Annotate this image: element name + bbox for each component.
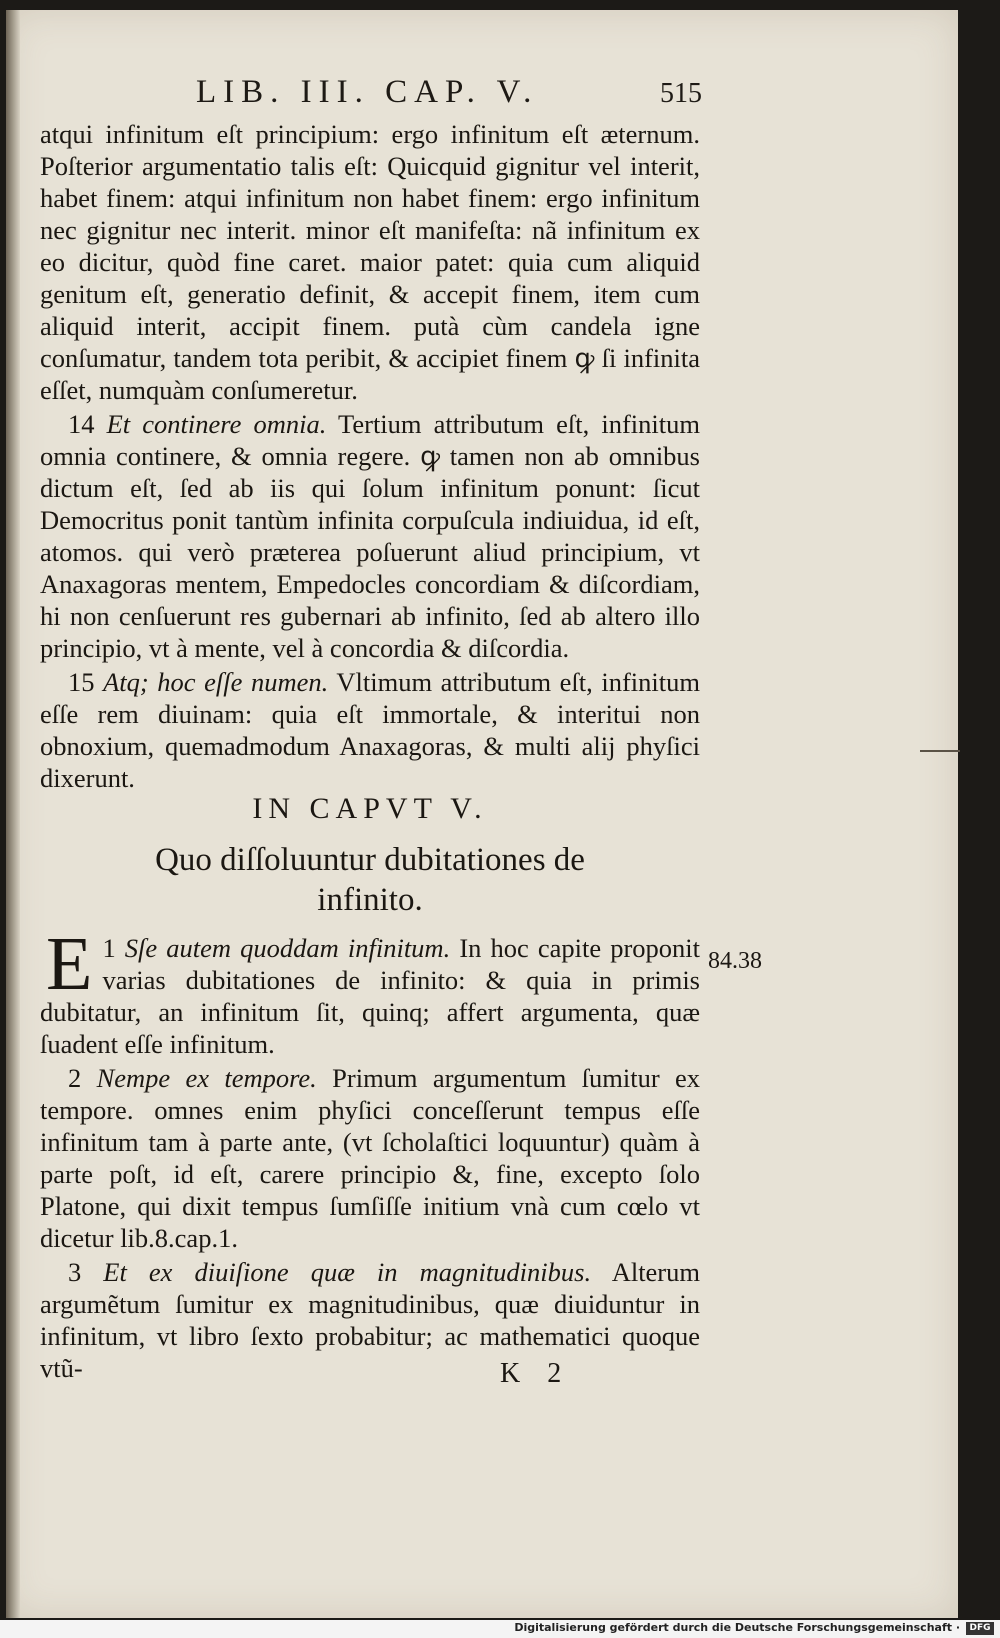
paragraph-3: [40, 1256, 700, 1384]
lemma: Et continere omnia.: [106, 409, 327, 439]
section-heading: IN CAPVT V.: [252, 792, 488, 825]
paragraph-text: Primum argumentum ſumitur ex tempore. omnes enim phyſici conceſſerunt tempus eſſe infinitum tam à parte ante, (vt ſcholaſtici loquuntur) quàm à parte poſt, id eſt, carere principio &, fine, excepto ſolo Platone, qui dixit tempus ſumſiſſe initium vnà cum cœlo vt dicetur lib.8.cap.1.: [40, 1063, 700, 1253]
paragraph-number: 15: [68, 667, 95, 697]
dfg-logo: DFG: [966, 1622, 994, 1635]
section-subheading: Quo diſſoluuntur dubitationes de infinito.: [155, 842, 585, 918]
margin-ink-mark: [920, 750, 960, 752]
lemma: Atq; hoc eſſe numen.: [103, 667, 329, 697]
paragraph-text: In hoc capite proponit varias dubitationes de infinito: & quia in primis dubitatur, an infinitum ſit, quinq; affert argumenta, quæ ſuadent eſſe infinitum.: [40, 933, 701, 1059]
paragraph-number: 14: [68, 409, 95, 439]
footer-bar: [0, 1620, 1000, 1638]
page-gutter-shadow: [6, 10, 20, 1618]
text-block-commentary: [40, 118, 700, 794]
lemma: Sſe autem quoddam infinitum.: [124, 933, 451, 963]
running-header: LIB. III. CAP. V.: [196, 74, 539, 110]
paragraph-text: Vltimum attributum eſt, infinitum eſſe rem diuinam: quia eſt immortale, & interitui non obnoxium, quemadmodum Anaxagoras, & multi alij phyſici dixerunt.: [40, 667, 700, 793]
paragraph-1: [40, 922, 701, 1060]
lemma: Nempe ex tempore.: [96, 1063, 317, 1093]
page-number: 515: [660, 78, 702, 109]
drop-capital: E: [46, 922, 93, 1006]
paragraph-text: Alterum argumẽtum ſumitur ex magnitudinibus, quæ diuiduntur in infinitum, vt libro ſexto probabitur; ac mathematici quoque vtũ-: [40, 1257, 700, 1383]
paragraph-continuation: atqui infinitum eſt principium: ergo infinitum eſt æternum. Poſterior argumentatio talis eſt: Quicquid gignitur vel interit, habet finem: atqui infinitum non habet finem: ergo infinitum nec gignitur nec interit. minor eſt manifeſta: nã infinitum ex eo dicitur, quòd fine caret. maior patet: quia cum aliquid genitum eſt, generatio definit, & accepit finem, item cum aliquid interit, accipit finem. putà cùm candela igne conſumatur, tandem tota peribit, & accipiet finem ꝙ ſi infinita eſſet, numquàm conſumeretur.: [40, 119, 700, 405]
signature-mark: K 2: [500, 1358, 572, 1389]
marginal-reference: 84.38: [708, 948, 762, 974]
paragraph-number: 1: [102, 933, 116, 963]
paragraph-number: 2: [68, 1063, 82, 1093]
paragraph-number: 3: [68, 1257, 82, 1287]
paragraph-14: [40, 408, 700, 664]
paragraph-2: [40, 1062, 700, 1254]
lemma: Et ex diuiſione quæ in magnitudinibus.: [103, 1257, 592, 1287]
paragraph-15: [40, 666, 700, 794]
text-block-chapter: [40, 922, 701, 1384]
footer-credit: Digitalisierung gefördert durch die Deutsche Forschungsgemeinschaft ·: [514, 1621, 960, 1634]
paragraph-text: Tertium attributum eſt, infinitum omnia continere, & omnia regere. ꝙ tamen non ab omnibus dictum eſt, ſed ab iis qui ſolum infinitum ponunt: ſicut Democritus ponit tantùm infinita corpuſcula indiuidua, id eſt, atomos. qui verò præterea poſuerunt aliud principium, vt Anaxagoras mentem, Empedocles concordiam & diſcordiam, hi non cenſuerunt res gubernari ab infinito, ſed ab altero illo principio, vt à mente, vel à concordia & diſcordia.: [40, 409, 701, 663]
